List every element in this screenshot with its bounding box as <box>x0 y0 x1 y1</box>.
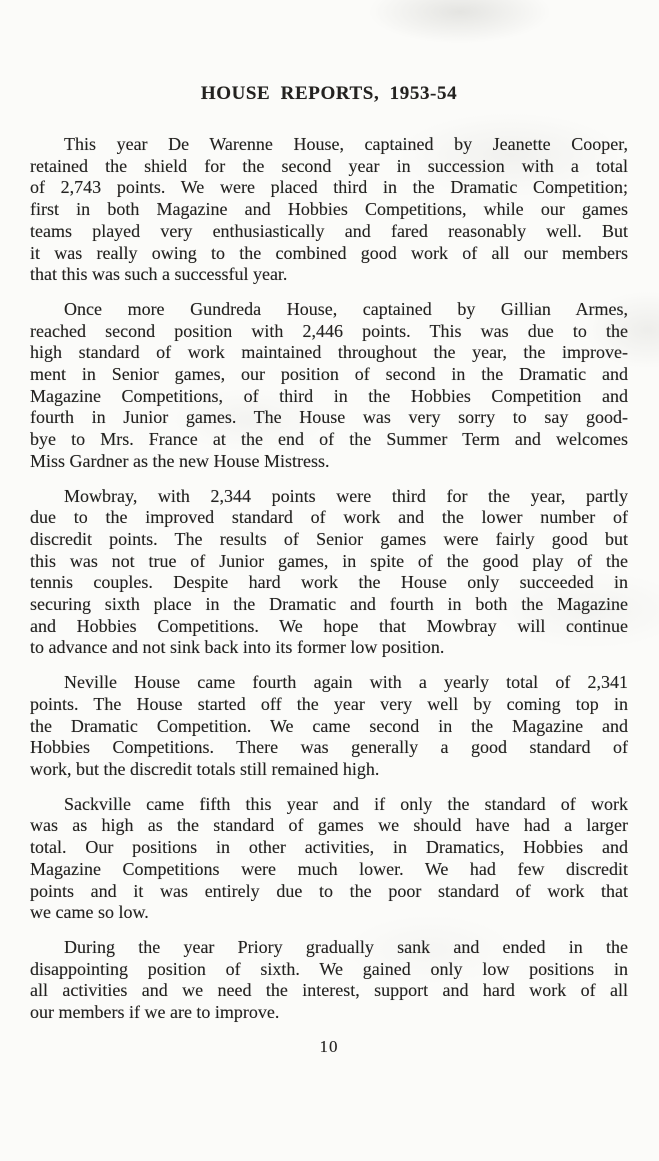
text-line: Hobbies Competitions. There was generally a good standard of <box>30 737 628 758</box>
page-number: 10 <box>319 1036 339 1056</box>
text-line: work, but the discredit totals still remained high. <box>30 758 380 779</box>
text-line: securing sixth place in the Dramatic and fourth in both the Magazine <box>30 594 628 615</box>
report-paragraph <box>30 486 628 660</box>
report-paragraph <box>30 937 628 1024</box>
text-line: Magazine Competitions were much lower. We had few discredit <box>30 858 628 879</box>
text-line: Sackville came fifth this year and if only the standard of work <box>64 793 628 814</box>
text-line: our members if we are to improve. <box>30 1002 280 1023</box>
text-line: teams played very enthusiastically and fared reasonably well. But <box>30 220 628 241</box>
text-line: Neville House came fourth again with a yearly total of 2,341 <box>64 672 628 693</box>
text-line: Magazine Competitions, of third in the Hobbies Competition and <box>30 385 628 406</box>
report-paragraph <box>30 794 628 924</box>
text-line: disappointing position of sixth. We gained only low positions in <box>30 958 628 979</box>
text-line: points. The House started off the year very well by coming top in <box>30 693 628 714</box>
page-title: HOUSE REPORTS, 1953-54 <box>200 83 458 104</box>
text-line: Mowbray, with 2,344 points were third for the year, partly <box>64 485 628 506</box>
text-line: of 2,743 points. We were placed third in the Dramatic Competition; <box>30 177 628 198</box>
text-line: total. Our positions in other activities, in Dramatics, Hobbies and <box>30 837 628 858</box>
text-line: This year De Warenne House, captained by Jeanette Cooper, <box>64 134 628 154</box>
text-line: points and it was entirely due to the poor standard of work that <box>30 880 628 901</box>
report-paragraph <box>30 672 628 781</box>
text-line: high standard of work maintained throughout the year, the improve- <box>30 342 628 363</box>
text-line: due to the improved standard of work and the lower number of <box>30 507 628 528</box>
report-paragraph <box>30 299 628 473</box>
page-content <box>0 82 659 1057</box>
text-line: During the year Priory gradually sank and ended in the <box>64 936 628 957</box>
text-line: the Dramatic Competition. We came second in the Magazine and <box>30 715 628 736</box>
text-line: Once more Gundreda House, captained by Gillian Armes, <box>64 298 628 319</box>
text-line: it was really owing to the combined good work of all our members <box>30 242 628 263</box>
text-line: Miss Gardner as the new House Mistress. <box>30 450 330 471</box>
text-line: discredit points. The results of Senior games were fairly good but <box>30 528 628 549</box>
scanned-page <box>0 82 659 1161</box>
text-line: first in both Magazine and Hobbies Competitions, while our games <box>30 199 628 220</box>
text-line: retained the shield for the second year in succession with a total <box>30 155 628 176</box>
text-line: reached second position with 2,446 points. This was due to the <box>30 320 628 341</box>
text-line: was as high as the standard of games we should have had a larger <box>30 815 628 836</box>
text-line: we came so low. <box>30 902 149 923</box>
text-line: this was not true of Junior games, in spite of the good play of the <box>30 550 628 571</box>
text-line: and Hobbies Competitions. We hope that Mowbray will continue <box>30 615 628 636</box>
text-line: that this was such a successful year. <box>30 264 288 285</box>
text-line: bye to Mrs. France at the end of the Summer Term and welcomes <box>30 429 628 450</box>
report-paragraph <box>30 134 628 286</box>
report-body <box>30 134 628 1024</box>
text-line: to advance and not sink back into its former low position. <box>30 637 445 658</box>
text-line: ment in Senior games, our position of second in the Dramatic and <box>30 364 628 385</box>
text-line: tennis couples. Despite hard work the House only succeeded in <box>30 572 628 593</box>
text-line: all activities and we need the interest, support and hard work of all <box>30 980 628 1001</box>
text-line: fourth in Junior games. The House was very sorry to say good- <box>30 407 628 428</box>
